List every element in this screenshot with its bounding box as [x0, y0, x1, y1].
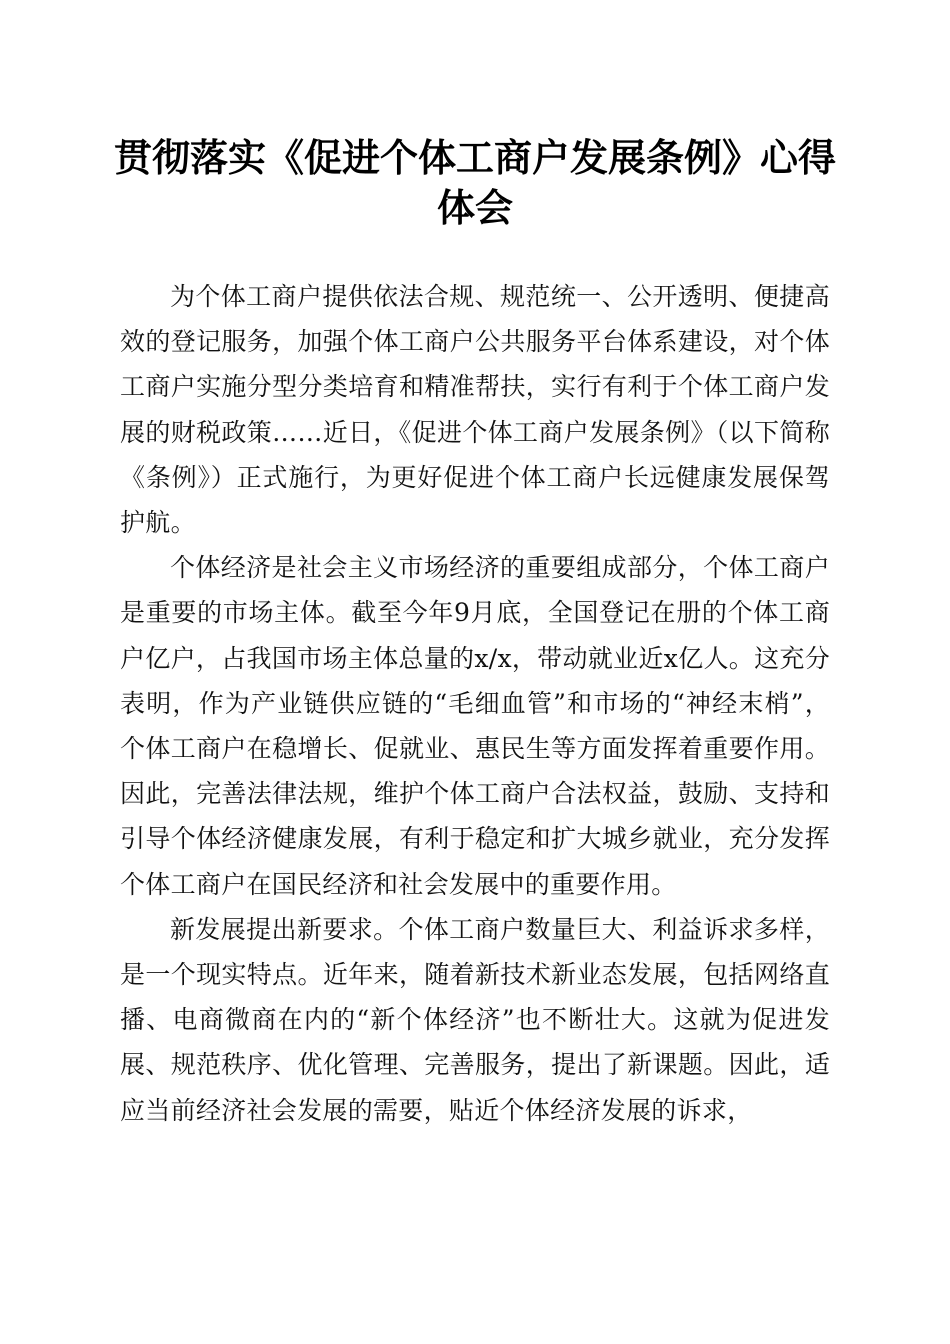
document-title: 贯彻落实《促进个体工商户发展条例》心得体会 [113, 136, 836, 230]
paragraph-1: 为个体工商户提供依法合规、规范统一、公开透明、便捷高效的登记服务，加强个体工商户公共服务平台体系建设，对个体工商户实施分型分类培育和精准帮扶，实行有利于个体工商户发展的财税政策……近日，《促进个体工商户发展条例》（以下简称《条例》）正式施行，为更好促进个体工商户长远健康发展保驾护航。 [120, 282, 830, 538]
document-body [120, 274, 830, 1133]
paragraph-2: 个体经济是社会主义市场经济的重要组成部分，个体工商户是重要的市场主体。截至今年9月底，全国登记在册的个体工商户亿户，占我国市场主体总量的x/x，带动就业近x亿人。这充分表明，作为产业链供应链的“毛细血管”和市场的“神经末梢”，个体工商户在稳增长、促就业、惠民生等方面发挥着重要作用。因此，完善法律法规，维护个体工商户合法权益，鼓励、支持和引导个体经济健康发展，有利于稳定和扩大城乡就业，充分发挥个体工商户在国民经济和社会发展中的重要作用。 [120, 553, 830, 899]
paragraph-3: 新发展提出新要求。个体工商户数量巨大、利益诉求多样，是一个现实特点。近年来，随着新技术新业态发展，包括网络直播、电商微商在内的“新个体经济”也不断壮大。这就为促进发展、规范秩序、优化管理、完善服务，提出了新课题。因此，适应当前经济社会发展的需要，贴近个体经济发展的诉求， [120, 914, 830, 1125]
